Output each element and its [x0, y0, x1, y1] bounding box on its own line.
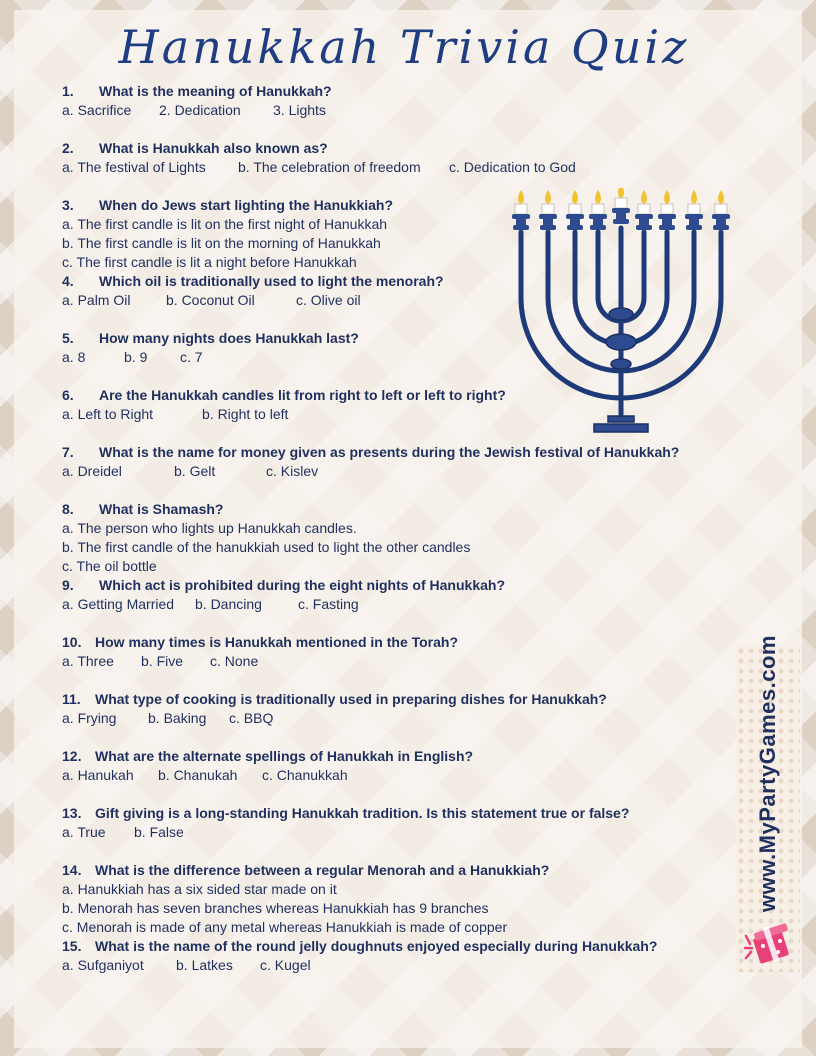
answer-option: a. Three — [62, 653, 114, 669]
question-item — [62, 633, 752, 690]
answer-option: c. BBQ — [229, 710, 274, 726]
question-text: 8. What is Shamash? — [62, 501, 224, 517]
answer-option: 2. Dedication — [159, 102, 241, 118]
answer-option: c. Olive oil — [296, 292, 361, 308]
answer-options — [62, 652, 752, 671]
question-number: 4. — [62, 273, 74, 289]
question-item — [62, 576, 752, 633]
answer-option: a. Dreidel — [62, 463, 122, 479]
question-number: 5. — [62, 330, 74, 346]
answer-option: c. The first candle is lit a night before Hanukkah — [62, 254, 357, 270]
question-item — [62, 500, 752, 576]
answer-option: c. Chanukkah — [262, 767, 348, 783]
page-title: Hanukkah Trivia Quiz — [118, 20, 690, 74]
question-text: 2. What is Hanukkah also known as? — [62, 140, 328, 156]
answer-option: c. Menorah is made of any metal whereas Hanukkiah is made of copper — [62, 919, 508, 935]
answer-option: a. Hanukkiah has a six sided star made on it — [62, 881, 337, 897]
answer-option: b. 9 — [124, 349, 148, 365]
answer-options — [62, 595, 752, 614]
answer-option: b. The first candle is lit on the morning of Hanukkah — [62, 235, 381, 251]
answer-option: a. The festival of Lights — [62, 159, 206, 175]
answer-options — [62, 766, 752, 785]
answer-options — [62, 956, 752, 975]
question-item — [62, 82, 752, 139]
answer-option: a. Sacrifice — [62, 102, 132, 118]
answer-options — [62, 158, 752, 177]
question-number: 13. — [62, 805, 82, 821]
answer-option: c. Fasting — [298, 596, 359, 612]
question-number: 11. — [62, 691, 81, 707]
gift-box-icon — [744, 914, 796, 966]
question-number: 2. — [62, 140, 74, 156]
answer-option: a. Frying — [62, 710, 117, 726]
question-number: 10. — [62, 634, 82, 650]
answer-option: b. Menorah has seven branches whereas Hanukkiah has 9 branches — [62, 900, 489, 916]
answer-option: c. Kugel — [260, 957, 311, 973]
question-text: 10. How many times is Hanukkah mentioned in the Torah? — [62, 634, 459, 650]
answer-option: c. Dedication to God — [449, 159, 576, 175]
question-number: 15. — [62, 938, 82, 954]
question-text: 5. How many nights does Hanukkah last? — [62, 330, 359, 346]
question-item — [62, 861, 752, 937]
answer-option: a. Hanukah — [62, 767, 134, 783]
answer-option: a. Sufganiyot — [62, 957, 144, 973]
answer-option: b. False — [134, 824, 184, 840]
answer-option: b. The celebration of freedom — [238, 159, 421, 175]
question-text: 7. What is the name for money given as presents during the Jewish festival of Hanukkah? — [62, 444, 680, 460]
answer-option: b. Five — [141, 653, 184, 669]
quiz-sheet — [14, 10, 802, 1048]
question-item — [62, 937, 752, 994]
question-text: 11. What type of cooking is traditionally used in preparing dishes for Hanukkah? — [62, 691, 607, 707]
answer-option: a. Palm Oil — [62, 292, 131, 308]
answer-option: b. Right to left — [202, 406, 289, 422]
website-url: www.MyPartyGames.com — [755, 635, 780, 912]
answer-option: b. Gelt — [174, 463, 216, 479]
question-text: 14. What is the difference between a regular Menorah and a Hanukkiah? — [62, 862, 550, 878]
question-text: 6. Are the Hanukkah candles lit from right to left or left to right? — [62, 387, 506, 403]
question-item — [62, 690, 752, 747]
answer-option: a. 8 — [62, 349, 86, 365]
answer-option: a. True — [62, 824, 106, 840]
answer-options — [62, 823, 752, 842]
answer-option: b. Chanukah — [158, 767, 238, 783]
answer-option: c. 7 — [180, 349, 203, 365]
answer-option: b. The first candle of the hanukkiah used to light the other candles — [62, 539, 471, 555]
question-text: 4. Which oil is traditionally used to light the menorah? — [62, 273, 444, 289]
answer-option: a. Getting Married — [62, 596, 175, 612]
question-text: 12. What are the alternate spellings of Hanukkah in English? — [62, 748, 474, 764]
question-text: 15. What is the name of the round jelly doughnuts enjoyed especially during Hanukkah? — [62, 938, 658, 954]
answer-options — [62, 462, 752, 481]
website-badge — [736, 635, 800, 972]
question-item — [62, 443, 752, 500]
answer-option: c. The oil bottle — [62, 558, 157, 574]
question-item — [62, 804, 752, 861]
answer-option: b. Coconut Oil — [166, 292, 255, 308]
candle-row — [512, 188, 730, 230]
question-number: 12. — [62, 748, 82, 764]
question-number: 6. — [62, 387, 74, 403]
question-text: 13. Gift giving is a long-standing Hanukkah tradition. Is this statement true or false? — [62, 805, 630, 821]
answer-option: b. Dancing — [195, 596, 262, 612]
question-item — [62, 747, 752, 804]
answer-options — [62, 880, 752, 937]
question-number: 8. — [62, 501, 74, 517]
question-text: 1. What is the meaning of Hanukkah? — [62, 83, 332, 99]
question-number: 14. — [62, 862, 82, 878]
answer-options — [62, 709, 752, 728]
answer-option: 3. Lights — [273, 102, 326, 118]
question-text: 9. Which act is prohibited during the eight nights of Hanukkah? — [62, 577, 505, 593]
answer-options — [62, 101, 752, 120]
answer-option: a. The person who lights up Hanukkah candles. — [62, 520, 357, 536]
answer-option: c. Kislev — [266, 463, 319, 479]
answer-option: b. Latkes — [176, 957, 233, 973]
question-number: 7. — [62, 444, 74, 460]
menorah-icon — [500, 188, 748, 436]
answer-option: a. Left to Right — [62, 406, 154, 422]
question-number: 1. — [62, 83, 74, 99]
question-number: 3. — [62, 197, 74, 213]
answer-option: a. The first candle is lit on the first night of Hanukkah — [62, 216, 388, 232]
answer-option: b. Baking — [148, 710, 207, 726]
answer-options — [62, 519, 752, 576]
question-number: 9. — [62, 577, 74, 593]
answer-option: c. None — [210, 653, 259, 669]
question-text: 3. When do Jews start lighting the Hanukkiah? — [62, 197, 394, 213]
